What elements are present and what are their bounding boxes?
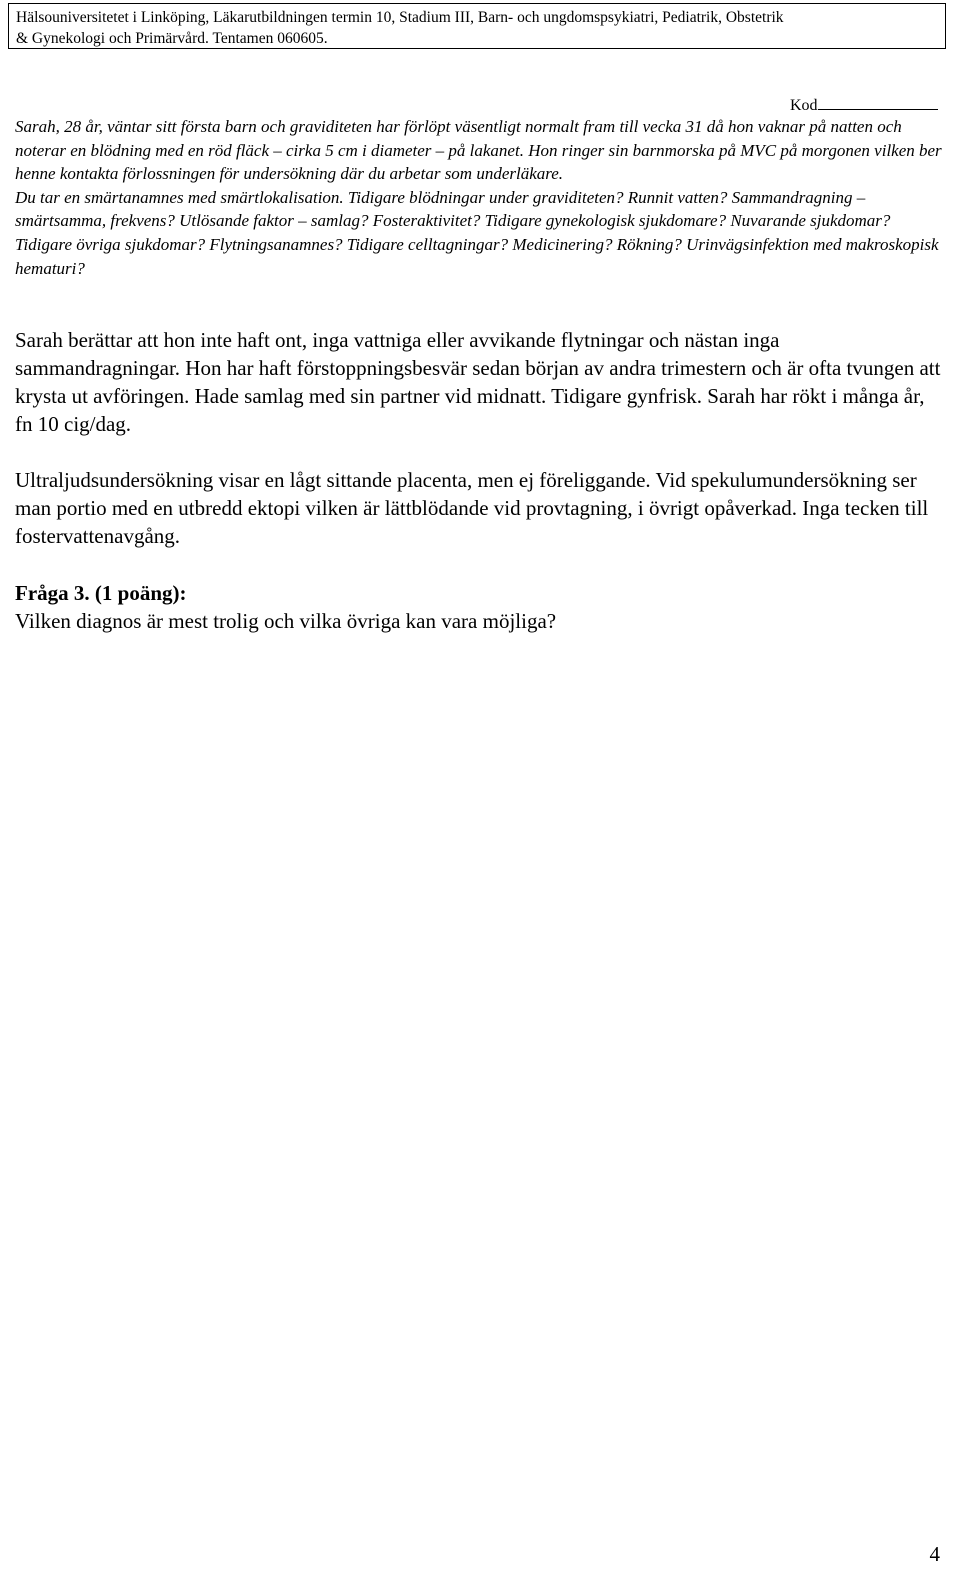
header-line-2: & Gynekologi och Primärvård. Tentamen 060605. — [16, 30, 328, 47]
question-text: Vilken diagnos är mest trolig och vilka övriga kan vara möjliga? — [15, 609, 557, 633]
history-paragraph: Sarah berättar att hon inte haft ont, inga vattniga eller avvikande flytningar och nästan inga sammandragningar. Hon har haft förstoppningsbesvär sedan början av andra trimestern och är ofta tvungen att krysta ut avföringen. Hade samlag med sin partner vid midnatt. Tidigare gynfrisk. Sarah har rökt i många år, fn 10 cig/dag. — [15, 328, 941, 436]
kod-label: Kod — [790, 97, 818, 114]
case-description — [15, 115, 945, 280]
page-number: 4 — [929, 1542, 940, 1566]
exam-paragraph: Ultraljudsundersökning visar en lågt sittande placenta, men ej föreliggande. Vid spekulumundersökning ser man portio med en utbredd ektopi vilken är lättblödande vid provtagning, i övrigt opåverkad. Inga tecken till fostervattenavgång. — [15, 468, 929, 548]
case-intro: Sarah, 28 år, väntar sitt första barn och graviditeten har förlöpt väsentligt normalt fram till vecka 31 då hon vaknar på natten och noterar en blödning med en röd fläck – cirka 5 cm i diameter – på lakanet. Hon ringer sin barnmorska på MVC på morgonen vilken ber henne kontakta förlossningen för undersökning där du arbetar som underläkare. — [15, 117, 942, 184]
kod-blank-line — [818, 94, 938, 110]
kod-field — [790, 94, 938, 116]
document-header — [8, 3, 946, 49]
case-instruction: Du tar en smärtanamnes med smärtlokalisation. Tidigare blödningar under graviditeten? Runnit vatten? Sammandragning – smärtsamma, frekvens? Utlösande faktor – samlag? Fosteraktivitet? Tidigare gynekologisk sjukdomare? Nuvarande sjukdomar? Tidigare övriga sjukdomar? Flytningsanamnes? Tidigare celltagningar? Medicinering? Rökning? Urinvägsinfektion med makroskopisk hematuri? — [15, 187, 939, 278]
header-line-1: Hälsouniversitetet i Linköping, Läkarutbildningen termin 10, Stadium III, Barn- och ungdomspsykiatri, Pediatrik, Obstetrik — [16, 9, 784, 26]
question-title: Fråga 3. (1 poäng): — [15, 581, 187, 605]
